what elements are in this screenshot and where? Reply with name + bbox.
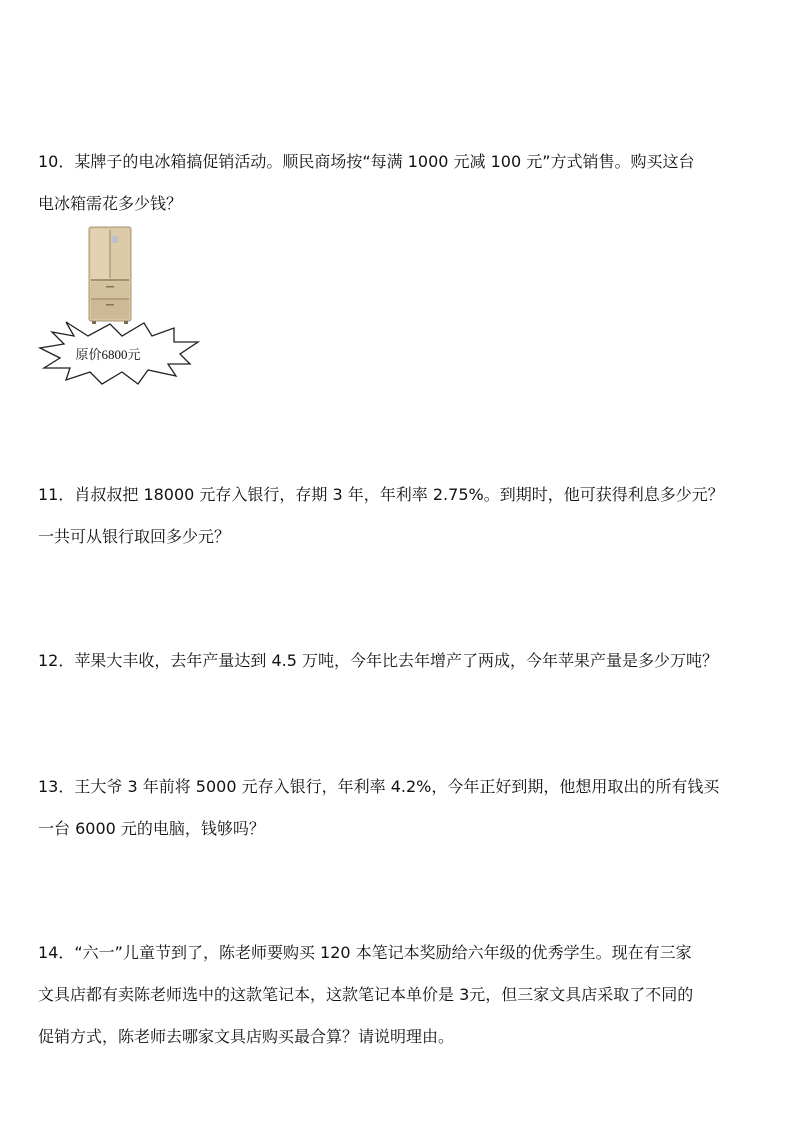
question-11-line-2: 一共可从银行取回多少元？ [38, 527, 231, 546]
question-14-line-1: 14．“六一”儿童节到了，陈老师要购买 120 本笔记本奖励给六年级的优秀学生。现在有三家 [38, 943, 692, 962]
question-14-line-3: 促销方式，陈老师去哪家文具店购买最合算？请说明理由。 [38, 1027, 455, 1046]
question-12-line-1: 12．苹果大丰收，去年产量达到 4.5 万吨，今年比去年增产了两成，今年苹果产量是多少万吨？ [38, 651, 718, 670]
price-tag-burst [38, 318, 200, 388]
question-10-line-1: 10．某牌子的电冰箱搞促销活动。顺民商场按“每满 1000 元减 100 元”方式销售。购买这台 [38, 152, 695, 171]
price-tag-text: 原价6800元 [75, 347, 141, 362]
question-11-line-1: 11．肖叔叔把 18000 元存入银行，存期 3 年，年利率 2.75%。到期时，他可获得利息多少元？ [38, 485, 724, 504]
question-13-line-2: 一台 6000 元的电脑，钱够吗？ [38, 819, 265, 838]
question-13-line-1: 13．王大爷 3 年前将 5000 元存入银行，年利率 4.2%，今年正好到期，他想用取出的所有钱买 [38, 777, 720, 796]
refrigerator-image [88, 226, 132, 324]
question-14-line-2: 文具店都有卖陈老师选中的这款笔记本，这款笔记本单价是 3元，但三家文具店采取了不同的 [38, 985, 694, 1004]
question-10-line-2: 电冰箱需花多少钱？ [38, 194, 183, 213]
